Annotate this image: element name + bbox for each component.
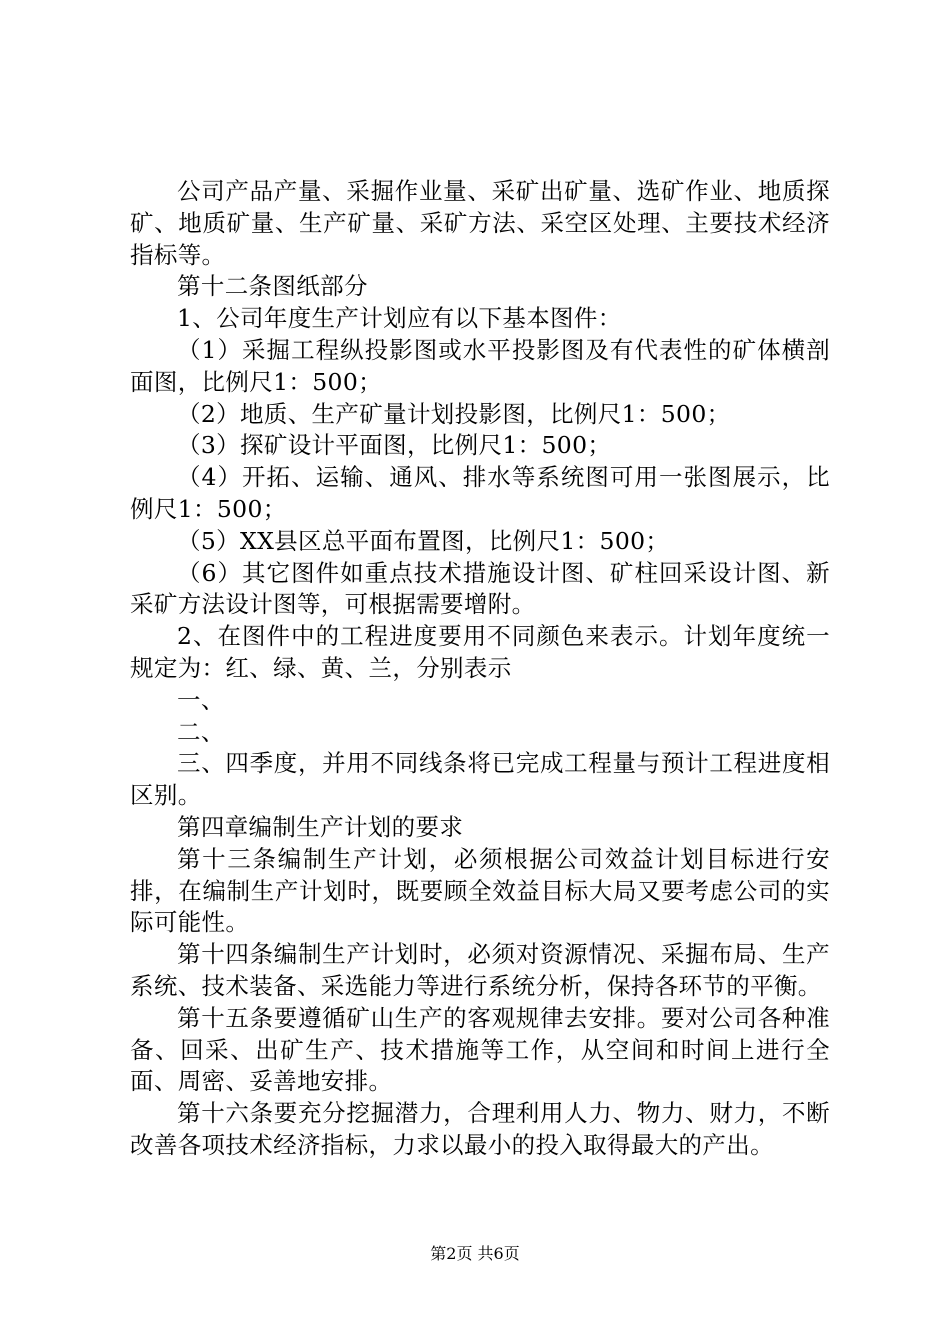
page-number-footer: 第2页 共6页 <box>430 1244 520 1263</box>
chapter-heading: 第四章编制生产计划的要求 <box>177 812 464 841</box>
paragraph: 公司产品产量、采掘作业量、采矿出矿量、选矿作业、地质探矿、地质矿量、生产矿量、采矿方法、采空区处理、主要技术经济指标等。 <box>130 177 830 269</box>
list-item: （1）采掘工程纵投影图或水平投影图及有代表性的矿体横剖面图，比例尺1：500； <box>130 335 830 396</box>
list-item: （3）探矿设计平面图，比例尺1：500； <box>177 431 612 460</box>
paragraph: 2、在图件中的工程进度要用不同颜色来表示。计划年度统一规定为：红、绿、黄、兰，分别表示 <box>130 622 830 682</box>
list-item: （4）开拓、运输、通风、排水等系统图可用一张图展示，比例尺1：500； <box>130 463 830 523</box>
list-item: （2）地质、生产矿量计划投影图，比例尺1：500； <box>177 399 731 428</box>
article-15: 第十五条要遵循矿山生产的客观规律去安排。要对公司各种准备、回采、出矿生产、技术措施等工作，从空间和时间上进行全面、周密、妥善地安排。 <box>130 1003 830 1096</box>
article-13: 第十三条编制生产计划，必须根据公司效益计划目标进行安排，在编制生产计划时，既要顾全效益目标大局又要考虑公司的实际可能性。 <box>130 844 830 937</box>
paragraph: 1、公司年度生产计划应有以下基本图件： <box>177 304 622 333</box>
article-14: 第十四条编制生产计划时，必须对资源情况、采掘布局、生产系统、技术装备、采选能力等进行系统分析，保持各环节的平衡。 <box>130 940 830 1000</box>
paragraph: 一、 <box>177 685 225 714</box>
article-16: 第十六条要充分挖掘潜力，合理利用人力、物力、财力，不断改善各项技术经济指标，力求以最小的投入取得最大的产出。 <box>130 1099 830 1159</box>
body-text <box>130 176 830 1162</box>
section-heading: 第十二条图纸部分 <box>177 272 368 301</box>
list-item: （5）XX县区总平面布置图，比例尺1：500； <box>177 526 670 555</box>
paragraph: 三、四季度，并用不同线条将已完成工程量与预计工程进度相区别。 <box>130 749 830 810</box>
paragraph: 二、 <box>177 717 225 746</box>
list-item: （6）其它图件如重点技术措施设计图、矿柱回采设计图、新采矿方法设计图等，可根据需要增附。 <box>130 558 830 619</box>
